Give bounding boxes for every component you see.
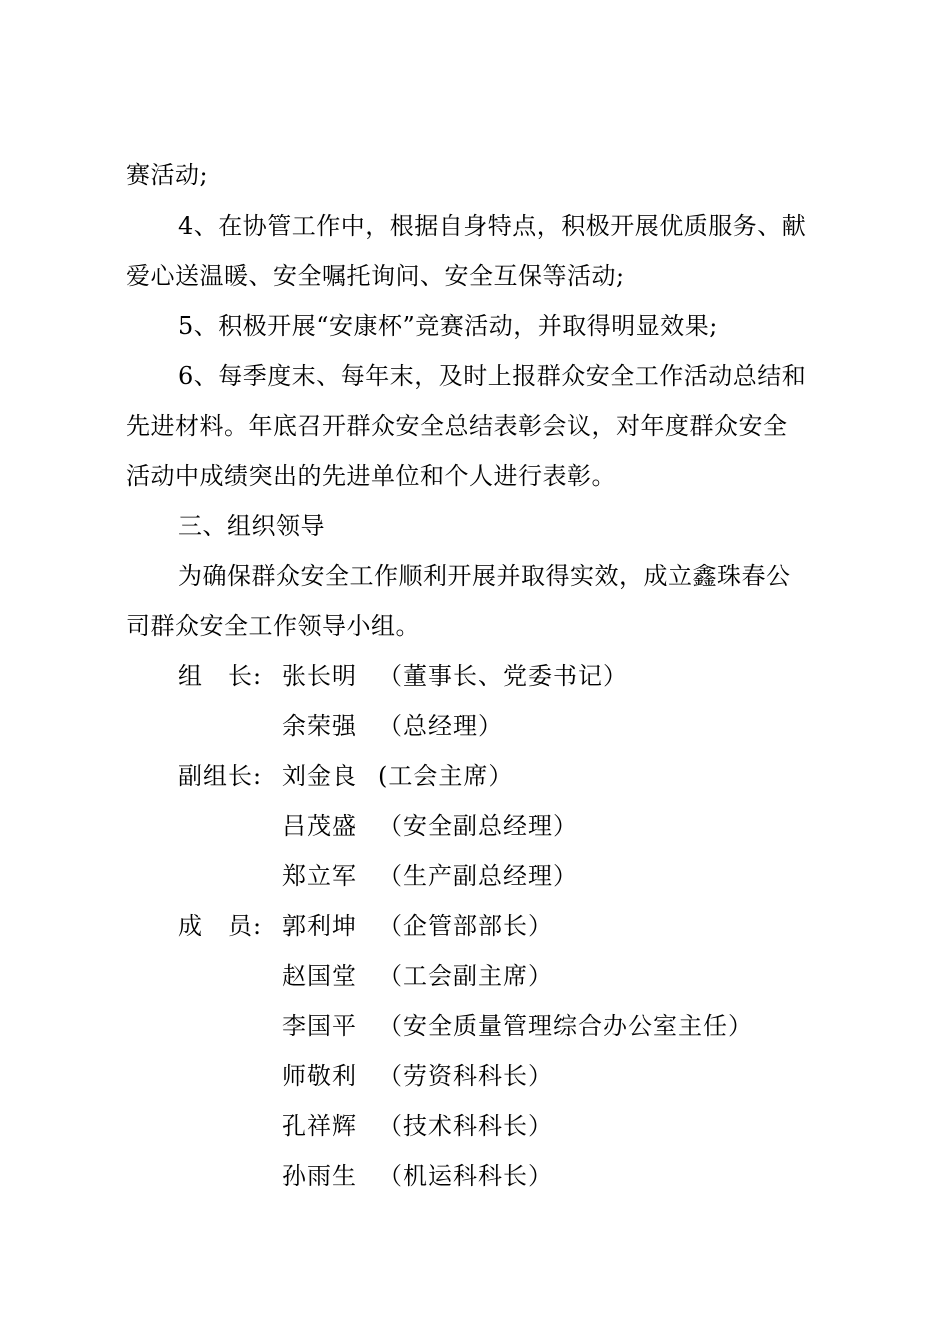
member-name: 郭利坤 — [282, 912, 357, 940]
member-name: 孔祥辉 — [282, 1112, 357, 1140]
paragraph-line: 6、每季度末、每年末，及时上报群众安全工作活动总结和 — [178, 362, 807, 390]
member-role: 副组长: — [178, 762, 263, 790]
member-name: 张长明 — [282, 662, 357, 690]
member-title: （生产副总经理） — [378, 862, 578, 890]
member-name: 郑立军 — [282, 862, 357, 890]
member-row — [0, 906, 950, 946]
paragraph-line: 先进材料。年底召开群众安全总结表彰会议，对年度群众安全 — [126, 412, 788, 440]
member-row — [0, 806, 950, 846]
paragraph-line: 活动中成绩突出的先进单位和个人进行表彰。 — [126, 462, 616, 490]
member-title: （董事长、党委书记） — [378, 662, 628, 690]
member-title: （机运科科长） — [378, 1162, 553, 1190]
paragraph-line: 为确保群众安全工作顺利开展并取得实效，成立鑫珠春公 — [178, 562, 791, 590]
member-title: （劳资科科长） — [378, 1062, 553, 1090]
paragraph-line: 4、在协管工作中，根据自身特点，积极开展优质服务、献 — [178, 212, 807, 240]
member-row — [0, 756, 950, 796]
member-row — [0, 956, 950, 996]
member-row — [0, 706, 950, 746]
member-title: (工会主席） — [378, 762, 514, 790]
section-heading: 三、组织领导 — [178, 512, 325, 540]
member-title: （技术科科长） — [378, 1112, 553, 1140]
member-row — [0, 1156, 950, 1196]
member-row — [0, 1056, 950, 1096]
paragraph-line: 赛活动; — [126, 161, 209, 189]
member-title: （安全质量管理综合办公室主任） — [378, 1012, 753, 1040]
member-title: （安全副总经理） — [378, 812, 578, 840]
member-row — [0, 856, 950, 896]
member-role: 成 员: — [178, 912, 263, 940]
member-name: 李国平 — [282, 1012, 357, 1040]
paragraph-line: 司群众安全工作领导小组。 — [126, 612, 420, 640]
member-title: （总经理） — [378, 712, 503, 740]
member-row — [0, 656, 950, 696]
member-name: 吕茂盛 — [282, 812, 357, 840]
member-name: 赵国堂 — [282, 962, 357, 990]
member-row — [0, 1106, 950, 1146]
member-name: 刘金良 — [282, 762, 357, 790]
paragraph-line: 5、积极开展“安康杯”竞赛活动，并取得明显效果; — [178, 312, 718, 340]
member-role: 组 长: — [178, 662, 263, 690]
member-title: （企管部部长） — [378, 912, 553, 940]
member-name: 师敬利 — [282, 1062, 357, 1090]
member-name: 孙雨生 — [282, 1162, 357, 1190]
member-row — [0, 1006, 950, 1046]
paragraph-line: 爱心送温暖、安全嘱托询问、安全互保等活动; — [126, 262, 625, 290]
member-name: 余荣强 — [282, 712, 357, 740]
member-title: （工会副主席） — [378, 962, 553, 990]
